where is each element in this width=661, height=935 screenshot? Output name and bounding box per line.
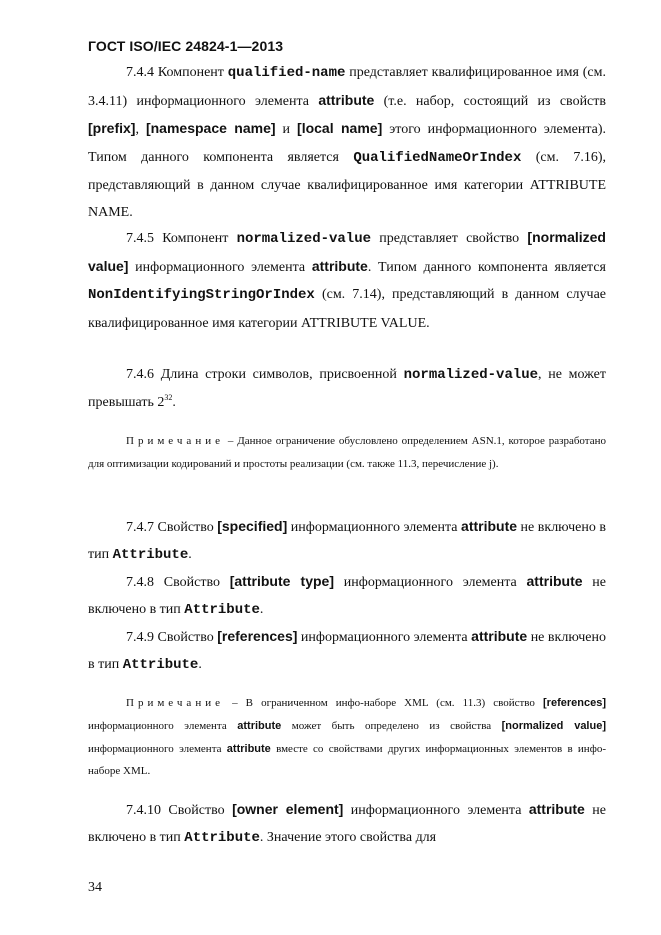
clause-7-4-6 bbox=[88, 361, 606, 416]
paragraph: 7.4.10 Свойство [owner element] информационного элемента attribute не включено в тип Attribute. Значение этого свойства для bbox=[88, 801, 606, 847]
clause-7-4-7 bbox=[88, 513, 606, 569]
note-paragraph: Примечание – В ограниченном инфо-наборе XML (см. 11.3) свойство [references] информационного элемента attribute может быть определено из свойства [normalized value] информационного элемента attribute вместе со свойствами других информационных элементов в инфо-наборе XML. bbox=[88, 697, 606, 778]
clause-7-4-10 bbox=[88, 796, 606, 852]
clause-7-4-9 bbox=[88, 623, 606, 679]
paragraph: 7.4.8 Свойство [attribute type] информационного элемента attribute не включено в тип Attribute. bbox=[88, 573, 606, 619]
note-paragraph: Примечание – Данное ограничение обусловлено определением ASN.1, которое разработано для оптимизации кодирований и простоты реализации (см. также 11.3, перечисление j). bbox=[88, 435, 606, 470]
paragraph: 7.4.4 Компонент qualified-name представляет квалифицированное имя (см. 3.4.11) информационного элемента attribute (т.е. набор, состоящий из свойств [prefix], [namespace name] и [local name] этого информационного элемента). Типом данного компонента является QualifiedNameOrIndex (см. 7.16), представляющий в данном случае квалифицированное имя категории ATTRIBUTE NAME. bbox=[88, 65, 606, 221]
clause-7-4-8 bbox=[88, 568, 606, 624]
note-1 bbox=[88, 430, 606, 476]
document-header: ГОСТ ISO/IEC 24824-1—2013 bbox=[88, 38, 284, 54]
clause-7-4-4 bbox=[88, 59, 606, 226]
note-label: Примечание bbox=[126, 435, 224, 447]
paragraph: 7.4.6 Длина строки символов, присвоенной normalized-value, не может превышать $2^{32}$. bbox=[88, 367, 606, 411]
note-2 bbox=[88, 692, 606, 783]
clause-7-4-5 bbox=[88, 224, 606, 337]
paragraph: 7.4.7 Свойство [specified] информационного элемента attribute не включено в тип Attribute. bbox=[88, 518, 606, 564]
page-number: 34 bbox=[88, 880, 102, 895]
note-label: Примечание bbox=[126, 697, 224, 709]
paragraph: 7.4.5 Компонент normalized-value представляет свойство [normalized value] информационного элемента attribute. Типом данного компонента является NonIdentifyingStringOrIndex (см. 7.14), представляющий в данном случае квалифицированное имя категории ATTRIBUTE VALUE. bbox=[88, 229, 606, 331]
paragraph: 7.4.9 Свойство [references] информационного элемента attribute не включено в тип Attribute. bbox=[88, 628, 606, 674]
